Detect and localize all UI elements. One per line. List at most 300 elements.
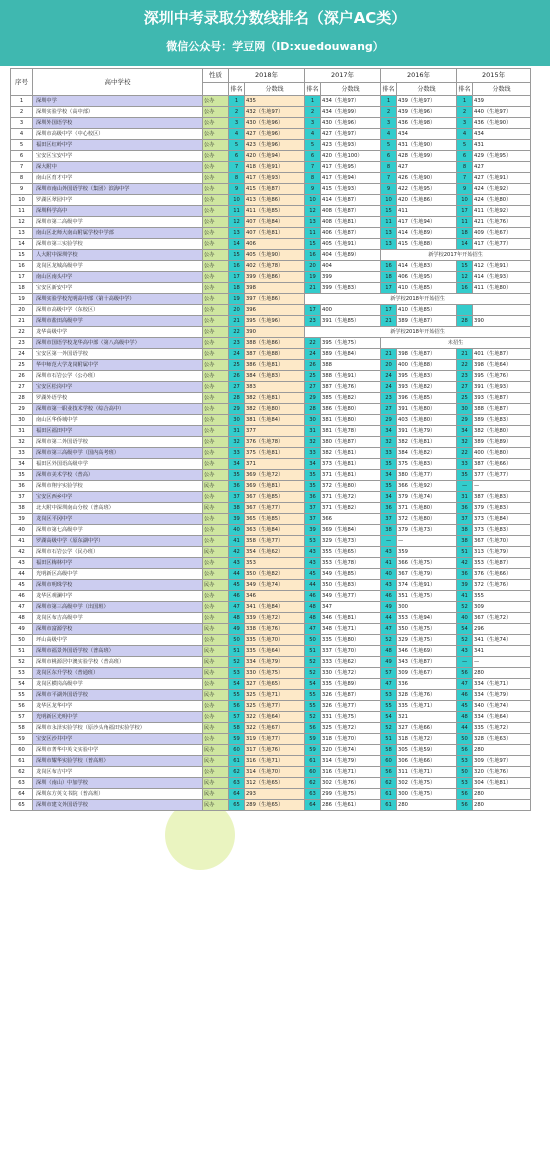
rank-cell: 46 [381,591,397,602]
title-banner [0,0,550,66]
row-index: 4 [11,129,33,140]
school-name: 宝安区第一外国语学校 [33,349,203,360]
table-row [11,283,531,294]
row-index: 34 [11,459,33,470]
rank-cell: 1 [305,96,321,107]
score-cell: 373（生地84） [473,514,531,525]
rank-cell: 63 [229,778,245,789]
school-name: 深圳市福景外国语学校（普高班） [33,646,203,657]
table-row [11,316,531,327]
school-name: 光明新区高级中学 [33,569,203,580]
score-cell: 400 [321,305,381,316]
score-cell: 405（生地90） [245,250,305,261]
score-cell: 420（生地100） [321,151,381,162]
score-cell: 300 [397,602,457,613]
score-cell: 402（生地78） [245,261,305,272]
school-name: 罗湖区翠园中学 [33,195,203,206]
rank-cell: 13 [305,217,321,228]
score-cell: 384（生地83） [245,371,305,382]
score-cell: 427（生地96） [245,129,305,140]
row-index: 19 [11,294,33,305]
row-index: 39 [11,514,33,525]
score-cell: 353 [245,558,305,569]
score-cell: 426（生地90） [397,173,457,184]
table-row [11,569,531,580]
score-cell: 399 [321,272,381,283]
school-type: 公办 [203,591,229,602]
rank-cell: 29 [305,393,321,404]
rank-cell: 7 [457,173,473,184]
score-cell: 326（生地87） [321,690,381,701]
school-type: 公办 [203,151,229,162]
score-cell: 369（生地81） [245,481,305,492]
table-row [11,635,531,646]
table-row [11,470,531,481]
row-index: 53 [11,668,33,679]
rank-cell: 39 [305,525,321,536]
score-cell: 280 [473,745,531,756]
score-cell: 427 [473,162,531,173]
score-cell: 280 [473,800,531,811]
score-cell: 369（生地84） [321,525,381,536]
rank-cell: 37 [305,503,321,514]
score-cell: 436（生地98） [397,118,457,129]
score-cell: 328（生地63） [473,734,531,745]
table-row [11,503,531,514]
score-cell: 325（生地77） [245,701,305,712]
score-cell: 312（生地65） [245,778,305,789]
rank-cell: 34 [381,492,397,503]
header-rank-2017: 排名 [305,83,321,96]
rank-cell: 54 [305,679,321,690]
score-cell: 381（生地78） [321,426,381,437]
score-cell: 366（生地92） [397,481,457,492]
rank-cell: 33 [305,448,321,459]
row-index: 50 [11,635,33,646]
score-cell: 373（生地81） [321,459,381,470]
school-name: 人大附中深圳学校 [33,250,203,261]
school-name: 光明新区光明中学 [33,712,203,723]
rank-cell: 40 [381,569,397,580]
rank-cell: 28 [457,316,473,327]
score-cell: 314（生地79） [321,756,381,767]
school-name: 深圳市富源学校 [33,624,203,635]
row-index: 22 [11,327,33,338]
score-cell: 321 [397,712,457,723]
score-cell: 337（生地70） [321,646,381,657]
score-cell: 439（生地96） [397,107,457,118]
rank-cell: 27 [381,404,397,415]
rank-cell: 57 [381,668,397,679]
table-row [11,646,531,657]
rank-cell: 9 [457,184,473,195]
rank-cell: 9 [305,184,321,195]
score-cell: 411（生地80） [473,283,531,294]
rank-cell: 61 [381,800,397,811]
table-row [11,756,531,767]
rank-cell: 8 [305,173,321,184]
row-index: 37 [11,492,33,503]
rank-cell: 55 [305,701,321,712]
school-type: 公办 [203,294,229,305]
table-row [11,767,531,778]
rank-cell: 5 [229,140,245,151]
rank-cell: 52 [457,602,473,613]
score-cell: 336 [397,679,457,690]
table-row [11,162,531,173]
school-name: 龙岗区横岗高级中学 [33,679,203,690]
rank-cell: 47 [381,624,397,635]
score-cell: 366 [321,514,381,525]
school-type: 公办 [203,349,229,360]
header-score-2016: 分数线 [397,83,457,96]
school-type: 民办 [203,789,229,800]
row-index: 63 [11,778,33,789]
school-type: 公办 [203,558,229,569]
school-type: 公办 [203,712,229,723]
rank-cell: 38 [457,525,473,536]
table-row [11,151,531,162]
school-name: 深圳市第七高级中学 [33,525,203,536]
school-type: 民办 [203,690,229,701]
row-index: 56 [11,701,33,712]
rank-cell: 40 [457,613,473,624]
school-type: 公办 [203,459,229,470]
score-cell: 386（生地80） [321,404,381,415]
rank-cell: 47 [305,624,321,635]
rank-cell: 16 [381,261,397,272]
school-type: 民办 [203,778,229,789]
row-index: 36 [11,481,33,492]
score-cell: 406 [245,239,305,250]
score-cell: 367（生地77） [245,503,305,514]
school-name: 深圳市建文外国语学校 [33,800,203,811]
table-row [11,547,531,558]
rank-cell: 2 [229,107,245,118]
rank-cell: 38 [229,503,245,514]
table-row [11,393,531,404]
table-row [11,701,531,712]
rank-cell: 55 [229,690,245,701]
rank-cell: 3 [305,118,321,129]
rank-cell: 35 [229,470,245,481]
score-cell: 388（生地87） [473,404,531,415]
score-cell: 417（生地94） [397,217,457,228]
rank-cell: 32 [457,437,473,448]
score-cell: 382（生地81） [321,448,381,459]
table-row [11,173,531,184]
row-index: 47 [11,602,33,613]
table-row [11,349,531,360]
school-type: 公办 [203,228,229,239]
school-type: 公办 [203,217,229,228]
table-row [11,250,531,261]
rank-cell: 47 [229,602,245,613]
score-cell: 358（生地77） [245,536,305,547]
rank-cell: 12 [229,217,245,228]
score-cell: 417（生地93） [245,173,305,184]
score-cell: 305（生地59） [397,745,457,756]
rank-cell: 51 [381,734,397,745]
rank-cell: 35 [305,470,321,481]
score-cell: 391（生地93） [473,382,531,393]
row-index: 9 [11,184,33,195]
score-cell: — [473,481,531,492]
row-index: 43 [11,558,33,569]
score-cell: 385（生地82） [321,393,381,404]
score-cell: 395（生地96） [245,316,305,327]
score-cell: 350（生地83） [321,580,381,591]
school-type: 公办 [203,393,229,404]
table-row [11,580,531,591]
header-row-years [11,69,531,83]
row-index: 17 [11,272,33,283]
row-index: 8 [11,173,33,184]
note-cell: 未招生 [381,338,531,349]
score-cell: 302（生地75） [397,778,457,789]
score-cell: 379（生地83） [473,503,531,514]
school-type: 公办 [203,239,229,250]
score-cell: 395（生地76） [473,371,531,382]
score-cell: 387（生地76） [321,382,381,393]
table-row [11,481,531,492]
score-cell: 299（生地75） [321,789,381,800]
rank-cell: 19 [305,272,321,283]
header-2015: 2015年 [457,69,531,83]
score-cell: 389（生地89） [473,437,531,448]
score-cell: 404（生地89） [321,250,381,261]
score-cell: 434 [473,129,531,140]
rank-cell: 8 [381,162,397,173]
score-cell: 309（生地67） [397,668,457,679]
note-cell: 新学校2018年开始招生 [305,294,531,305]
rank-cell: 21 [381,349,397,360]
score-cell: 328（生地76） [397,690,457,701]
score-cell: 393（生地82） [397,382,457,393]
school-name: 南山区育才中学 [33,173,203,184]
rank-cell: 17 [305,305,321,316]
rank-cell: 51 [229,646,245,657]
row-index: 44 [11,569,33,580]
score-cell: 341 [473,646,531,657]
school-name: 南山区华侨城中学 [33,415,203,426]
school-name: 龙华区观澜中学 [33,591,203,602]
score-cell: 379（生地73） [397,525,457,536]
rank-cell: 34 [229,459,245,470]
school-type: 公办 [203,635,229,646]
score-cell: 341（生地74） [473,635,531,646]
rank-cell: 29 [457,415,473,426]
school-type: 公办 [203,613,229,624]
table-row [11,338,531,349]
rank-cell: 15 [305,239,321,250]
score-cell: 349（生地77） [321,591,381,602]
rank-cell: 25 [457,393,473,404]
score-cell: 435 [245,96,305,107]
rank-cell: 8 [229,173,245,184]
score-cell: 382（生地80） [473,426,531,437]
school-name: 深圳东方英文书院（普高班） [33,789,203,800]
row-index: 21 [11,316,33,327]
school-name: 深圳中学 [33,96,203,107]
rank-cell: 24 [381,371,397,382]
school-type: 民办 [203,657,229,668]
rank-cell: 28 [305,404,321,415]
rank-cell: 44 [381,613,397,624]
rank-cell: 22 [457,448,473,459]
rank-cell: 35 [381,459,397,470]
school-type: 公办 [203,701,229,712]
rank-cell: 16 [305,250,321,261]
score-cell: 411 [397,206,457,217]
school-name: 宝安区西乡中学 [33,492,203,503]
score-cell: 393（生地87） [473,393,531,404]
rank-cell: 52 [229,657,245,668]
score-cell: 348（生地71） [321,624,381,635]
rank-cell: 17 [457,206,473,217]
rank-cell: 23 [381,393,397,404]
score-cell: 412（生地91） [473,261,531,272]
rank-cell: 36 [381,503,397,514]
school-type: 民办 [203,756,229,767]
score-cell: 397（生地86） [245,294,305,305]
header-school: 高中学校 [33,69,203,96]
rank-cell: 34 [381,426,397,437]
score-cell: 280 [473,789,531,800]
rank-cell: 26 [305,360,321,371]
score-cell: 431 [473,140,531,151]
school-name: 深圳市南山外国语学校（集团）滨海中学 [33,184,203,195]
score-cell: 423（生地96） [245,140,305,151]
score-cell: 387（生地88） [245,349,305,360]
rank-cell: 48 [305,613,321,624]
score-cell: 427（生地97） [321,129,381,140]
school-name: 深圳市高级中学（东校区） [33,305,203,316]
score-cell: 329（生地75） [397,635,457,646]
table-row [11,206,531,217]
rank-cell: 61 [381,789,397,800]
school-name: 深圳市第一职业技术学校（综合高中） [33,404,203,415]
score-cell: 411（生地85） [245,206,305,217]
table-row [11,459,531,470]
rank-cell: 9 [229,184,245,195]
school-type: 公办 [203,536,229,547]
row-index: 35 [11,470,33,481]
header-rank-2018: 排名 [229,83,245,96]
table-row [11,217,531,228]
score-cell: 420（生地86） [397,195,457,206]
row-index: 59 [11,734,33,745]
school-name: 深圳市第二外国语学校 [33,437,203,448]
rank-cell: 52 [381,635,397,646]
rank-cell: 40 [229,525,245,536]
score-cell: 335（生地71） [397,701,457,712]
rank-cell: 11 [381,217,397,228]
school-name: 深圳外国语学校 [33,118,203,129]
row-index: 12 [11,217,33,228]
score-cell: 375（生地83） [397,459,457,470]
row-index: 29 [11,404,33,415]
table-row [11,789,531,800]
score-cell: 365（生地85） [245,514,305,525]
score-cell: 422（生地95） [397,184,457,195]
score-cell: 311（生地71） [397,767,457,778]
score-cell: 405（生地91） [321,239,381,250]
rank-cell: 55 [381,701,397,712]
score-cell: 382（生地81） [397,437,457,448]
score-cell: 286（生地61） [321,800,381,811]
rank-cell: 33 [229,448,245,459]
rank-cell: 24 [305,349,321,360]
score-cell: 417（生地94） [321,173,381,184]
rank-cell: 60 [381,756,397,767]
score-cell: 407（生地81） [245,228,305,239]
score-cell: 330（生地75） [245,668,305,679]
rank-cell: 47 [381,679,397,690]
score-cell: 372（生地76） [473,580,531,591]
school-name: 深圳市平湖外国语学校 [33,690,203,701]
score-cell: 373（生地83） [473,525,531,536]
rank-cell: 47 [457,679,473,690]
rank-cell: 43 [229,558,245,569]
rank-cell: 45 [229,580,245,591]
score-cell: 414（生地89） [397,228,457,239]
score-cell: 409（生地67） [473,228,531,239]
rank-cell: 39 [229,514,245,525]
score-cell: 376（生地66） [473,569,531,580]
rank-cell: 51 [305,646,321,657]
rank-cell: 58 [381,745,397,756]
score-cell: 355 [473,591,531,602]
school-type: 公办 [203,107,229,118]
school-name: 福田区福田中学 [33,426,203,437]
table-row [11,239,531,250]
school-name: 坪山高级中学 [33,635,203,646]
rank-cell: 36 [305,492,321,503]
rank-cell: 57 [229,712,245,723]
rank-cell: 42 [229,547,245,558]
rank-cell: 48 [229,613,245,624]
school-type: 公办 [203,360,229,371]
score-cell: 389（生地83） [473,415,531,426]
score-cell: 354（生地62） [245,547,305,558]
score-cell: 386（生地81） [245,360,305,371]
rank-cell: 17 [229,272,245,283]
header-rank-2016: 排名 [381,83,397,96]
row-index: 13 [11,228,33,239]
rank-cell: 27 [229,382,245,393]
score-cell: 349（生地74） [245,580,305,591]
school-type: 公办 [203,602,229,613]
score-cell: 440（生地97） [473,107,531,118]
rank-cell: 2 [381,107,397,118]
school-name: 福田区梅林中学 [33,558,203,569]
rank-cell: 14 [457,239,473,250]
rank-cell: 6 [457,151,473,162]
school-name: 华中师范大学龙岗附属中学 [33,360,203,371]
school-type: 公办 [203,305,229,316]
rank-cell: 37 [305,514,321,525]
score-cell: 400（生地88） [397,360,457,371]
school-type: 公办 [203,525,229,536]
school-type: 民办 [203,580,229,591]
table-row [11,448,531,459]
rank-cell: 52 [457,635,473,646]
score-cell: 420（生地94） [245,151,305,162]
score-cell: 389（生地87） [397,316,457,327]
rank-cell: 38 [381,525,397,536]
table-row [11,525,531,536]
